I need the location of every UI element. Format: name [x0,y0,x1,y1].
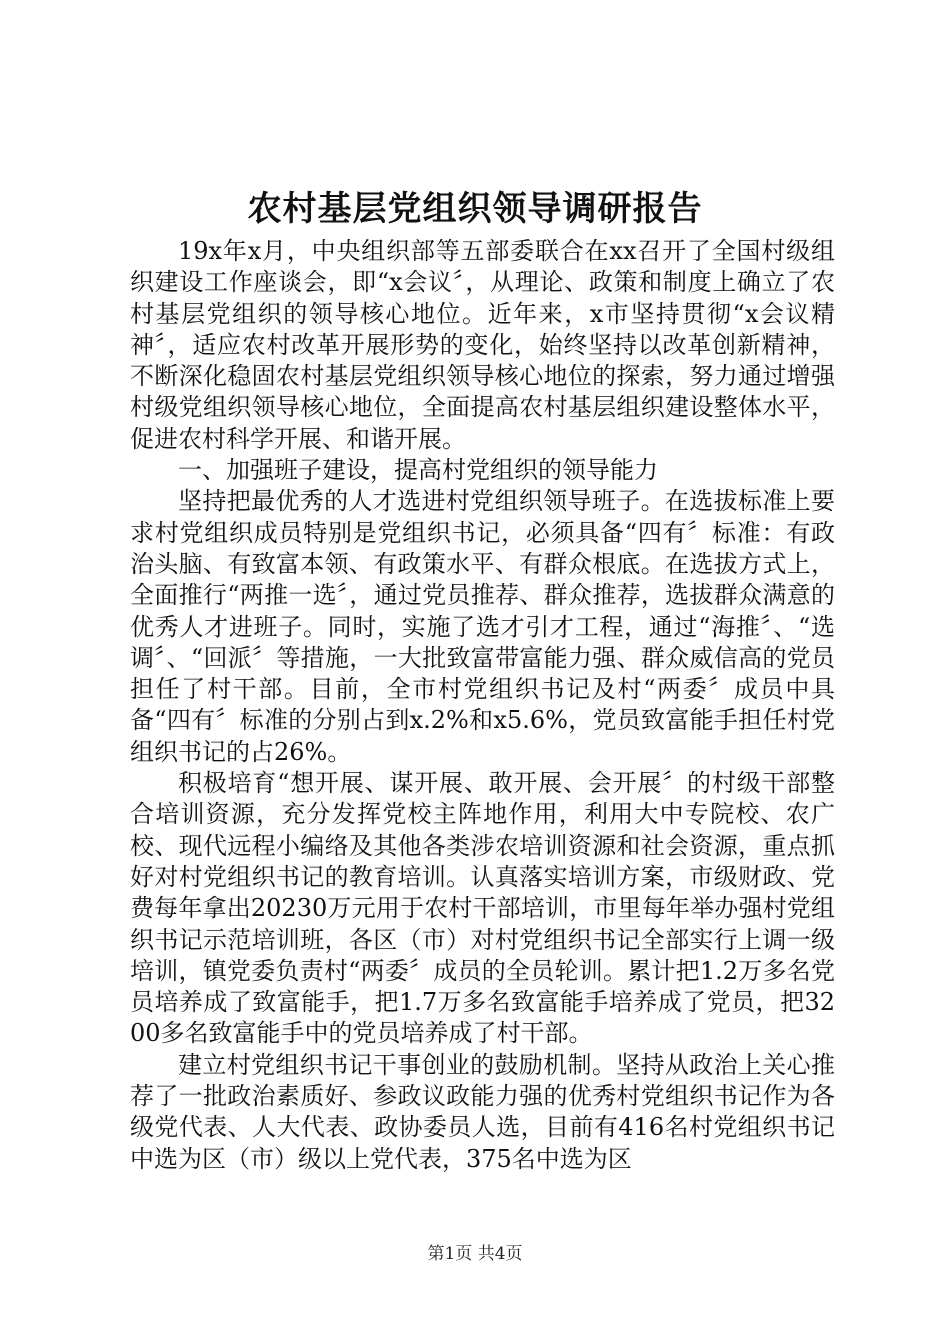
section-heading-1: 一、加强班子建设，提高村党组织的领导能力 [178,456,658,485]
paragraph-training: 积极培育“想开展、谋开展、敢开展、会开展〞的村级干部整合培训资源，充分发挥党校主阵地作用，利用大中专院校、农广校、现代远程小编络及其他各类涉农培训资源和社会资源，重点抓好对村党组织书记的教育培训。认真落实培训方案，市级财政、党费每年拿出20230万元用于农村干部培训，市里每年举办强村党组织书记示范培训班，各区（市）对村党组织书记全部实行上调一级培训，镇党委负责村“两委〞成员的全员轮训。累计把1.2万多名党员培养成了致富能手，把1.7万多名致富能手培养成了党员，把3200多名致富能手中的党员培养成了村干部。 [130,769,835,1048]
paragraph-intro: 19x年x月，中央组织部等五部委联合在xx召开了全国村级组织建设工作座谈会，即“x会议〞，从理论、政策和制度上确立了农村基层党组织的领导核心地位。近年来，x市坚持贯彻“x会议精神〞，适应农村改革开展形势的变化，始终坚持以改革创新精神，不断深化稳固农村基层党组织领导核心地位的探索，努力通过增强村级党组织领导核心地位，全面提高农村基层组织建设整体水平，促进农村科学开展、和谐开展。 [130,237,835,453]
document-body [130,236,835,1175]
document-title: 农村基层党组织领导调研报告 [247,189,703,229]
page-number-footer: 第1页 共4页 [427,1244,523,1264]
paragraph-selection: 坚持把最优秀的人才选进村党组织领导班子。在选拔标准上要求村党组织成员特别是党组织书记，必须具备“四有〞标准：有政治头脑、有致富本领、有政策水平、有群众根底。在选拔方式上，全面推行“两推一选〞，通过党员推荐、群众推荐，选拔群众满意的优秀人才进班子。同时，实施了选才引才工程，通过“海推〞、“选调〞、“回派〞等措施，一大批致富带富能力强、群众威信高的党员担任了村干部。目前，全市村党组织书记及村“两委〞成员中具备“四有〞标准的分别占到x.2%和x5.6%，党员致富能手担任村党组织书记的占26%。 [130,487,835,766]
paragraph-incentive: 建立村党组织书记干事创业的鼓励机制。坚持从政治上关心推荐了一批政治素质好、参政议政能力强的优秀村党组织书记作为各级党代表、人大代表、政协委员人选，目前有416名村党组织书记中选为区（市）级以上党代表，375名中选为区 [130,1050,835,1173]
